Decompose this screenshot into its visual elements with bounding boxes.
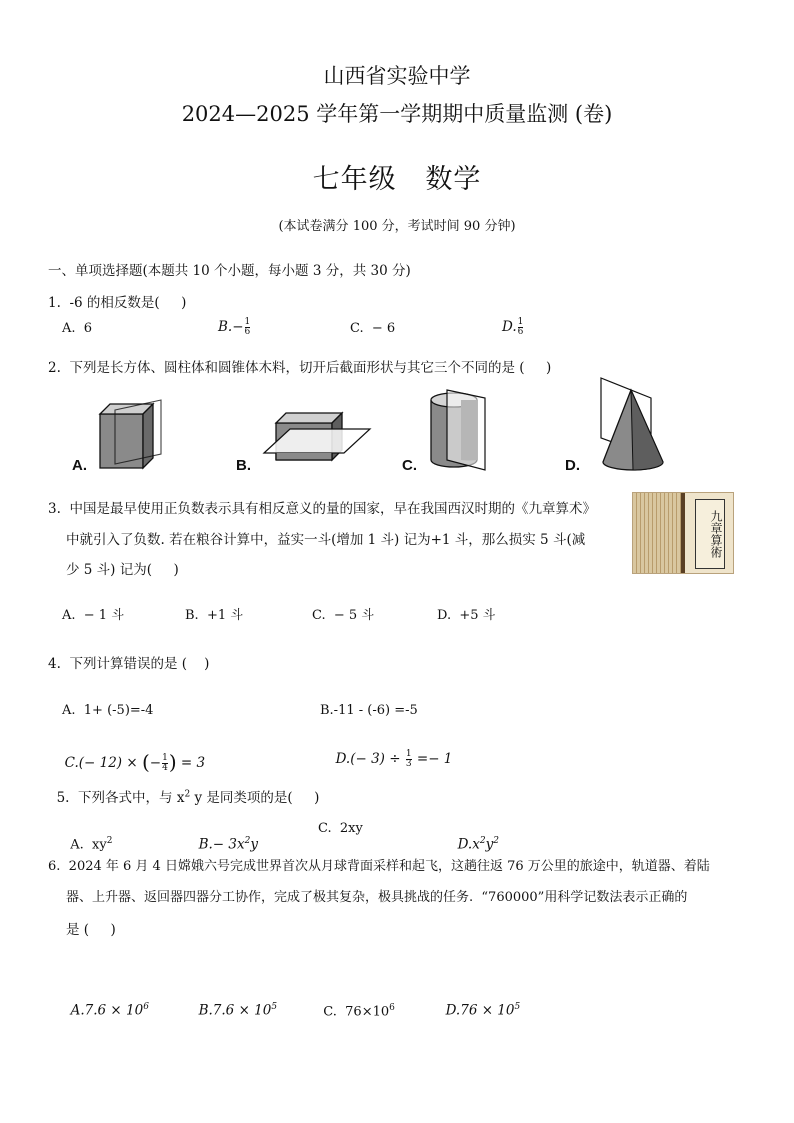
q6-stem-line3: 是 ( ): [66, 922, 116, 938]
figure-b-cuboid-horizontal-cut: [262, 405, 372, 467]
exam-note: (本试卷满分 100 分，考试时间 90 分钟): [278, 219, 516, 234]
q3-option-a: A. − 1 斗: [62, 608, 125, 623]
subject-title: 七年级 数学: [312, 164, 482, 195]
q3-stem-line3: 少 5 斗) 记为( ): [66, 562, 179, 578]
q3-option-d: D. +5 斗: [437, 608, 496, 623]
q5-option-b: $B.- 3x^2y$: [198, 836, 258, 853]
q1-option-a: A. 6: [62, 321, 93, 336]
q5-option-d: $D.x^2y^2$: [457, 836, 499, 853]
q3-stem-line1: 3. 中国是最早使用正负数表示具有相反意义的量的国家，早在我国西汉时期的《九章算术》: [48, 501, 596, 517]
q1-option-b: B.− $\frac{1}{6}$: [218, 317, 251, 337]
book-title: 九章算術: [695, 499, 725, 569]
figure-b-label: B.: [236, 457, 251, 474]
figure-a-cuboid-vertical-cut: [95, 398, 170, 473]
q6-option-b: $B.7.6 \times 10^5$: [198, 1002, 278, 1019]
q3-stem-line2: 中就引入了负数. 若在粮谷计算中，益实一斗(增加 1 斗) 记为+1 斗，那么损实 5 斗(减: [66, 532, 586, 548]
q4-option-c: C.(− 12) × (− $\frac{1}{4}$ ) = 3: [64, 750, 206, 774]
q3-option-b: B. +1 斗: [185, 608, 244, 623]
q5-option-c: C. 2xy: [318, 821, 363, 836]
q2-stem: 2. 下列是长方体、圆柱体和圆锥体木料，切开后截面形状与其它三个不同的是 ( ): [48, 360, 552, 376]
figure-d-label: D.: [565, 457, 580, 474]
q4-option-d: D.(− 3) ÷ $\frac{1}{3}$ =− 1: [335, 749, 453, 769]
q6-option-a: $A.7.6 \times 10^6$: [70, 1002, 149, 1019]
figure-d-cone-vertical-cut: [595, 376, 675, 476]
section-heading: 一、单项选择题(本题共 10 个小题，每小题 3 分，共 30 分): [48, 263, 411, 279]
q1-option-d: D. $\frac{1}{6}$: [502, 317, 524, 337]
q5-stem: 5. 下列各式中，与 $x^2$ y 是同类项的是( ): [56, 789, 320, 806]
q6-stem-line1: 6. 2024 年 6 月 4 日嫦娥六号完成世界首次从月球背面采样和起飞，这趟往返 76 万公里的旅途中，轨道器、着陆: [48, 859, 710, 874]
figure-c-label: C.: [402, 457, 417, 474]
ancient-book-photo: [632, 492, 734, 574]
q5-option-a: A. $xy^2$: [70, 836, 113, 853]
school-name: 山西省实验中学: [323, 64, 471, 88]
q1-stem: 1. -6 的相反数是( ): [48, 295, 187, 311]
q6-option-c: C. $76\times 10^6$: [323, 1003, 395, 1020]
exam-term-title: 2024—2025 学年第一学期期中质量监测 (卷): [181, 102, 613, 126]
q1-option-c: C. − 6: [350, 321, 396, 336]
book-page-left: [633, 493, 681, 573]
figure-a-label: A.: [72, 457, 87, 474]
q6-option-d: $D.76 \times 10^5$: [445, 1002, 521, 1019]
q4-stem: 4. 下列计算错误的是 ( ): [48, 656, 210, 672]
q4-option-b: B.-11 - (-6) =-5: [320, 703, 418, 718]
figure-c-cylinder-vertical-cut: [425, 388, 495, 473]
q4-option-a: A. 1+ (-5)=-4: [62, 703, 154, 718]
q6-stem-line2: 器、上升器、返回器四器分工协作，完成了极其复杂，极具挑战的任务. “760000”用科学记数法表示正确的: [66, 890, 688, 905]
q3-option-c: C. − 5 斗: [312, 608, 375, 623]
